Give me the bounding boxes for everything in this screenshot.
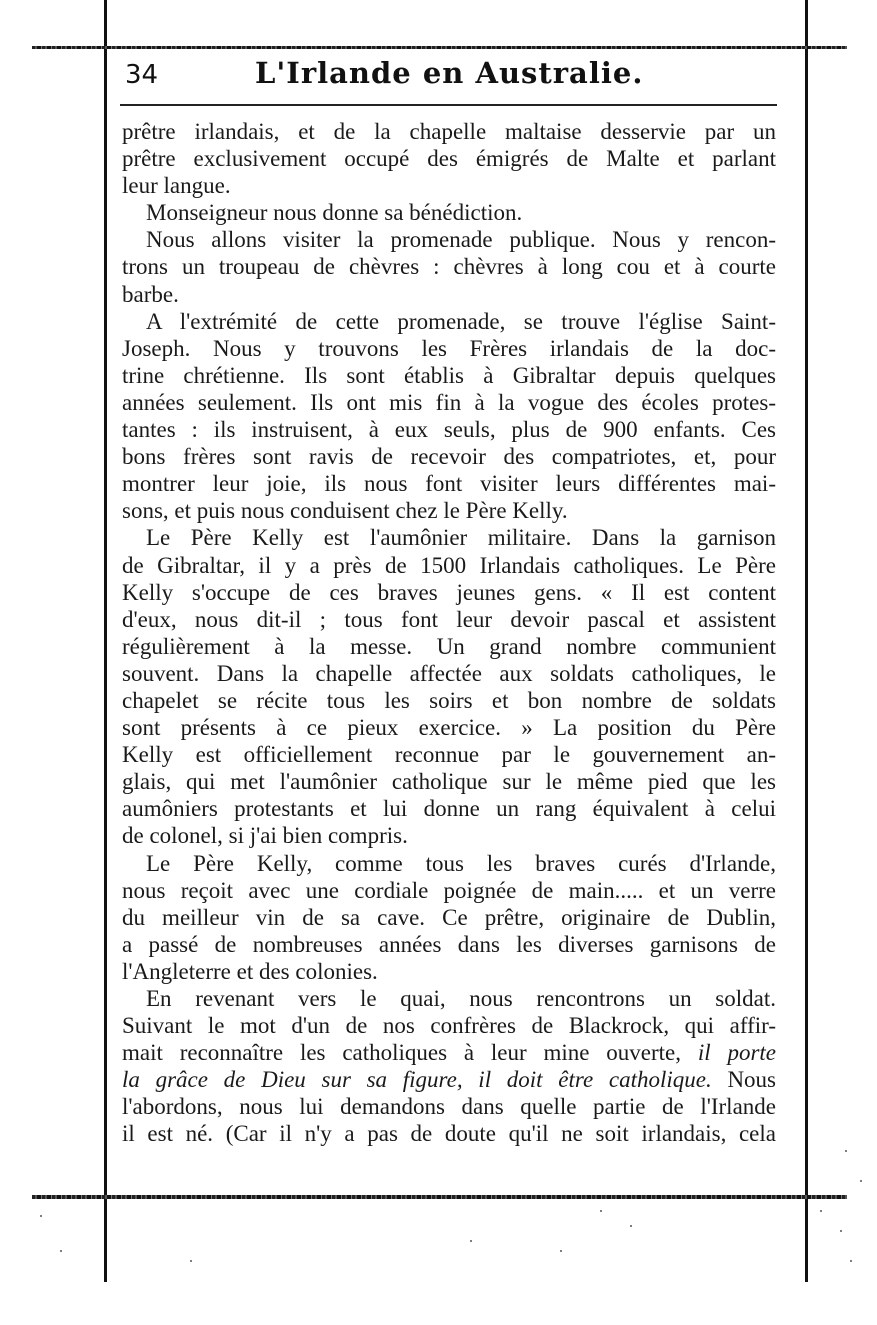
text-line: de colonel, si j'ai bien compris. (122, 823, 408, 849)
scan-speck (40, 1215, 42, 1217)
text-line: Kelly est officiellement reconnue par le gouvernement an- (122, 742, 776, 768)
text-line: nous reçoit avec une cordiale poignée de main..... et un verre (122, 877, 776, 903)
text-line: barbe. (122, 281, 179, 307)
right-margin-line (805, 0, 808, 1282)
text-line: l'abordons, nous lui demandons dans quelle partie de l'Irlande (122, 1094, 776, 1120)
text-line: Joseph. Nous y trouvons les Frères irlandais de la doc- (122, 335, 776, 361)
text-line: souvent. Dans la chapelle affectée aux soldats catholiques, le (122, 660, 776, 686)
text-line: années seulement. Ils ont mis fin à la vogue des écoles protes- (122, 389, 776, 415)
text-line: trons un troupeau de chèvres : chèvres à long cou et à courte (122, 254, 776, 280)
scan-speck (60, 1250, 62, 1252)
text-line: glais, qui met l'aumônier catholique sur le même pied que les (122, 769, 776, 795)
header-rule (120, 104, 777, 106)
text-segment: Nous (711, 1067, 776, 1093)
text-line: Kelly s'occupe de ces braves jeunes gens. « Il est content (122, 579, 776, 605)
text-line: sons, et puis nous conduisent chez le Père Kelly. (122, 498, 568, 524)
scan-speck (630, 1225, 632, 1227)
scan-speck (470, 1240, 472, 1242)
text-line: Le Père Kelly est l'aumônier militaire. Dans la garnison (146, 525, 776, 551)
text-line: trine chrétienne. Ils sont établis à Gibraltar depuis quelques (122, 362, 776, 388)
body-text (122, 118, 776, 1148)
scan-speck (840, 1230, 842, 1232)
text-line: l'Angleterre et des colonies. (122, 958, 378, 984)
text-line: régulièrement à la messe. Un grand nombre communient (122, 633, 776, 659)
text-line: sont présents à ce pieux exercice. » La position du Père (122, 715, 776, 741)
scan-speck (860, 1180, 862, 1182)
text-line: chapelet se récite tous les soirs et bon nombre de soldats (122, 687, 776, 713)
scan-speck (190, 1260, 192, 1262)
text-line: montrer leur joie, ils nous font visiter leurs différentes mai- (122, 471, 776, 497)
text-line: tantes : ils instruisent, à eux seuls, plus de 900 enfants. Ces (122, 417, 776, 443)
text-line: de Gibraltar, il y a près de 1500 Irlandais catholiques. Le Père (122, 552, 776, 578)
text-line (122, 1039, 776, 1066)
top-rule (32, 46, 847, 49)
text-line (122, 1066, 776, 1093)
scan-speck (845, 1150, 847, 1152)
text-line: prêtre exclusivement occupé des émigrés de Malte et parlant (122, 146, 776, 172)
text-line: prêtre irlandais, et de la chapelle maltaise desservie par un (122, 119, 776, 144)
text-line: du meilleur vin de sa cave. Ce prêtre, originaire de Dublin, (122, 904, 776, 930)
scan-speck (600, 1210, 602, 1212)
italic-text: la grâce de Dieu sur sa figure, il doit être catholique. (122, 1067, 712, 1093)
text-line: Le Père Kelly, comme tous les braves curés d'Irlande, (146, 850, 776, 876)
italic-text: il porte (697, 1040, 776, 1066)
text-line: bons frères sont ravis de recevoir des compatriotes, et, pour (122, 444, 776, 470)
text-line: A l'extrémité de cette promenade, se trouve l'église Saint- (146, 308, 776, 334)
scan-speck (560, 1250, 562, 1252)
text-line: aumôniers protestants et lui donne un rang équivalent à celui (122, 796, 776, 822)
text-line: a passé de nombreuses années dans les diverses garnisons de (122, 931, 776, 957)
scan-speck (820, 1210, 822, 1212)
page-header (120, 56, 780, 100)
page-number: 34 (125, 60, 159, 90)
left-margin-line (104, 0, 107, 1282)
running-title: L'Irlande en Australie. (255, 56, 644, 90)
text-line: d'eux, nous dit-il ; tous font leur devoir pascal et assistent (122, 606, 776, 632)
text-line: Monseigneur nous donne sa bénédiction. (146, 200, 523, 226)
text-segment: mait reconnaître les catholiques à leur mine ouverte, (122, 1040, 698, 1066)
text-line: Nous allons visiter la promenade publique. Nous y rencon- (146, 227, 776, 253)
text-line: Suivant le mot d'un de nos confrères de Blackrock, qui affir- (122, 1013, 776, 1039)
bottom-rule (32, 1195, 847, 1199)
text-line: leur langue. (122, 173, 231, 199)
text-line: il est né. (Car il n'y a pas de doute qu'il ne soit irlandais, cela (122, 1121, 776, 1147)
text-line: En revenant vers le quai, nous rencontrons un soldat. (146, 986, 776, 1011)
scan-speck (850, 1260, 852, 1262)
